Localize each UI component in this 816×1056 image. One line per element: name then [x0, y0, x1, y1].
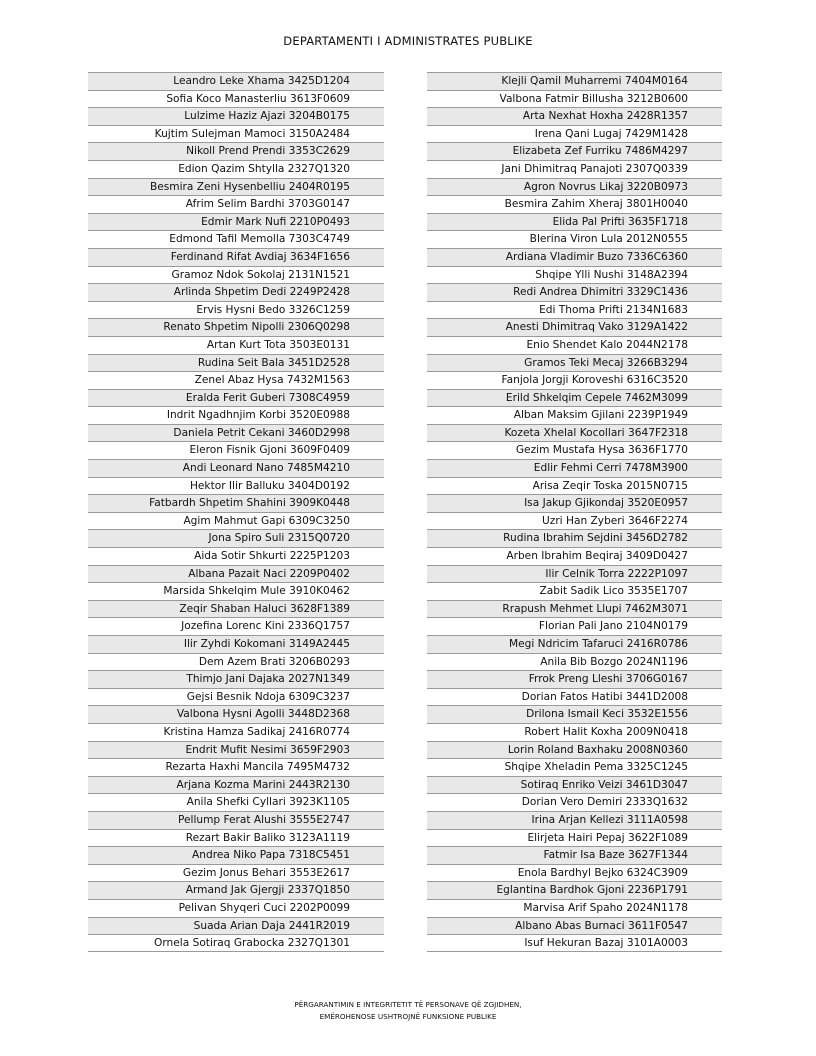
list-item: Ferdinand Rifat Avdiaj 3634F1656: [88, 248, 384, 266]
list-item: Dorian Vero Demiri 2333Q1632: [427, 793, 722, 811]
list-item: Andrea Niko Papa 7318C5451: [88, 846, 384, 864]
list-item: Edi Thoma Prifti 2134N1683: [427, 301, 722, 319]
list-item: Edmond Tafil Memolla 7303C4749: [88, 230, 384, 248]
right-name-column: [427, 72, 722, 952]
list-item: Gezim Mustafa Hysa 3636F1770: [427, 441, 722, 459]
list-item: Gezim Jonus Behari 3553E2617: [88, 864, 384, 882]
list-item: Renato Shpetim Nipolli 2306Q0298: [88, 318, 384, 336]
list-item: Rudina Seit Bala 3451D2528: [88, 354, 384, 372]
list-item: Jani Dhimitraq Panajoti 2307Q0339: [427, 160, 722, 178]
list-item: Thimjo Jani Dajaka 2027N1349: [88, 670, 384, 688]
list-item: Jona Spiro Suli 2315Q0720: [88, 529, 384, 547]
list-item: Shqipe Xheladin Pema 3325C1245: [427, 758, 722, 776]
list-item: Enio Shendet Kalo 2044N2178: [427, 336, 722, 354]
list-item: Daniela Petrit Cekani 3460D2998: [88, 424, 384, 442]
list-item: Fatmir Isa Baze 3627F1344: [427, 846, 722, 864]
list-item: Edion Qazim Shtylla 2327Q1320: [88, 160, 384, 178]
list-item: Arlinda Shpetim Dedi 2249P2428: [88, 283, 384, 301]
list-item: Uzri Han Zyberi 3646F2274: [427, 512, 722, 530]
list-item: Anila Bib Bozgo 2024N1196: [427, 653, 722, 671]
list-item: Edlir Fehmi Cerri 7478M3900: [427, 459, 722, 477]
list-item: Eralda Ferit Guberi 7308C4959: [88, 389, 384, 407]
list-item: Rezarta Haxhi Mancila 7495M4732: [88, 758, 384, 776]
list-item: Blerina Viron Lula 2012N0555: [427, 230, 722, 248]
list-item: Eglantina Bardhok Gjoni 2236P1791: [427, 881, 722, 899]
list-item: Besmira Zahim Xheraj 3801H0040: [427, 195, 722, 213]
list-item: Ilir Celnik Torra 2222P1097: [427, 565, 722, 583]
list-item: Aida Sotir Shkurti 2225P1203: [88, 547, 384, 565]
list-item: Kristina Hamza Sadikaj 2416R0774: [88, 723, 384, 741]
list-item: Gramoz Ndok Sokolaj 2131N1521: [88, 266, 384, 284]
page-title: DEPARTAMENTI I ADMINISTRATES PUBLIKE: [283, 34, 533, 48]
list-item: Elida Pal Prifti 3635F1718: [427, 213, 722, 231]
footer: [0, 999, 816, 1023]
list-item: Shqipe Ylli Nushi 3148A2394: [427, 266, 722, 284]
list-item: Klejli Qamil Muharremi 7404M0164: [427, 72, 722, 90]
list-item: Rrapush Mehmet Llupi 7462M3071: [427, 600, 722, 618]
list-item: Suada Arian Daja 2441R2019: [88, 917, 384, 935]
list-item: Frrok Preng Lleshi 3706G0167: [427, 670, 722, 688]
list-item: Kujtim Sulejman Mamoci 3150A2484: [88, 125, 384, 143]
list-item: Arben Ibrahim Beqiraj 3409D0427: [427, 547, 722, 565]
list-item: Anila Shefki Cyllari 3923K1105: [88, 793, 384, 811]
list-item: Gejsi Besnik Ndoja 6309C3237: [88, 688, 384, 706]
list-item: Dorian Fatos Hatibi 3441D2008: [427, 688, 722, 706]
list-item: Lorin Roland Baxhaku 2008N0360: [427, 741, 722, 759]
list-item: Nikoll Prend Prendi 3353C2629: [88, 142, 384, 160]
list-item: Albana Pazait Naci 2209P0402: [88, 565, 384, 583]
list-item: Besmira Zeni Hysenbelliu 2404R0195: [88, 178, 384, 196]
list-item: Isa Jakup Gjikondaj 3520E0957: [427, 494, 722, 512]
list-item: Elirjeta Hairi Pepaj 3622F1089: [427, 829, 722, 847]
list-item: Valbona Hysni Agolli 3448D2368: [88, 705, 384, 723]
list-item: Ervis Hysni Bedo 3326C1259: [88, 301, 384, 319]
list-item: Enola Bardhyl Bejko 6324C3909: [427, 864, 722, 882]
list-item: Sotiraq Enriko Veizi 3461D3047: [427, 776, 722, 794]
list-item: Indrit Ngadhnjim Korbi 3520E0988: [88, 406, 384, 424]
list-item: Anesti Dhimitraq Vako 3129A1422: [427, 318, 722, 336]
list-item: Zenel Abaz Hysa 7432M1563: [88, 371, 384, 389]
list-item: Zabit Sadik Lico 3535E1707: [427, 582, 722, 600]
footer-line-1: PËRGARANTIMIN E INTEGRITETIT TË PERSONAVE QË ZGJIDHEN,: [294, 1000, 522, 1009]
list-item: Arisa Zeqir Toska 2015N0715: [427, 477, 722, 495]
list-item: Isuf Hekuran Bazaj 3101A0003: [427, 934, 722, 952]
list-item: Dem Azem Brati 3206B0293: [88, 653, 384, 671]
list-item: Marsida Shkelqim Mule 3910K0462: [88, 582, 384, 600]
list-item: Leandro Leke Xhama 3425D1204: [88, 72, 384, 90]
list-item: Elizabeta Zef Furriku 7486M4297: [427, 142, 722, 160]
list-item: Robert Halit Koxha 2009N0418: [427, 723, 722, 741]
list-item: Rezart Bakir Baliko 3123A1119: [88, 829, 384, 847]
list-item: Artan Kurt Tota 3503E0131: [88, 336, 384, 354]
list-item: Jozefina Lorenc Kini 2336Q1757: [88, 617, 384, 635]
list-item: Zeqir Shaban Haluci 3628F1389: [88, 600, 384, 618]
list-item: Ilir Zyhdi Kokomani 3149A2445: [88, 635, 384, 653]
list-item: Fanjola Jorgji Koroveshi 6316C3520: [427, 371, 722, 389]
list-item: Pelivan Shyqeri Cuci 2202P0099: [88, 899, 384, 917]
list-item: Fatbardh Shpetim Shahini 3909K0448: [88, 494, 384, 512]
list-item: Redi Andrea Dhimitri 3329C1436: [427, 283, 722, 301]
list-item: Lulzime Haziz Ajazi 3204B0175: [88, 107, 384, 125]
list-item: Irena Qani Lugaj 7429M1428: [427, 125, 722, 143]
list-item: Megi Ndricim Tafaruci 2416R0786: [427, 635, 722, 653]
left-name-column: [88, 72, 384, 952]
list-item: Erild Shkelqim Cepele 7462M3099: [427, 389, 722, 407]
list-item: Rudina Ibrahim Sejdini 3456D2782: [427, 529, 722, 547]
list-item: Arta Nexhat Hoxha 2428R1357: [427, 107, 722, 125]
list-item: Ardiana Vladimir Buzo 7336C6360: [427, 248, 722, 266]
list-item: Eleron Fisnik Gjoni 3609F0409: [88, 441, 384, 459]
list-item: Armand Jak Gjergji 2337Q1850: [88, 881, 384, 899]
list-item: Valbona Fatmir Billusha 3212B0600: [427, 90, 722, 108]
list-item: Florian Pali Jano 2104N0179: [427, 617, 722, 635]
list-item: Sofia Koco Manasterliu 3613F0609: [88, 90, 384, 108]
list-item: Kozeta Xhelal Kocollari 3647F2318: [427, 424, 722, 442]
list-item: Agim Mahmut Gapi 6309C3250: [88, 512, 384, 530]
footer-line-2: EMËROHENOSE USHTROJNË FUNKSIONE PUBLIKE: [319, 1012, 497, 1021]
list-item: Ornela Sotiraq Grabocka 2327Q1301: [88, 934, 384, 952]
list-item: Agron Novrus Likaj 3220B0973: [427, 178, 722, 196]
list-item: Drilona Ismail Keci 3532E1556: [427, 705, 722, 723]
list-item: Gramos Teki Mecaj 3266B3294: [427, 354, 722, 372]
list-item: Albano Abas Burnaci 3611F0547: [427, 917, 722, 935]
list-item: Irina Arjan Kellezi 3111A0598: [427, 811, 722, 829]
list-item: Pellump Ferat Alushi 3555E2747: [88, 811, 384, 829]
list-item: Alban Maksim Gjilani 2239P1949: [427, 406, 722, 424]
list-item: Marvisa Arif Spaho 2024N1178: [427, 899, 722, 917]
list-item: Edmir Mark Nufi 2210P0493: [88, 213, 384, 231]
list-item: Arjana Kozma Marini 2443R2130: [88, 776, 384, 794]
list-item: Andi Leonard Nano 7485M4210: [88, 459, 384, 477]
list-item: Endrit Mufit Nesimi 3659F2903: [88, 741, 384, 759]
list-item: Afrim Selim Bardhi 3703G0147: [88, 195, 384, 213]
list-item: Hektor Ilir Balluku 3404D0192: [88, 477, 384, 495]
